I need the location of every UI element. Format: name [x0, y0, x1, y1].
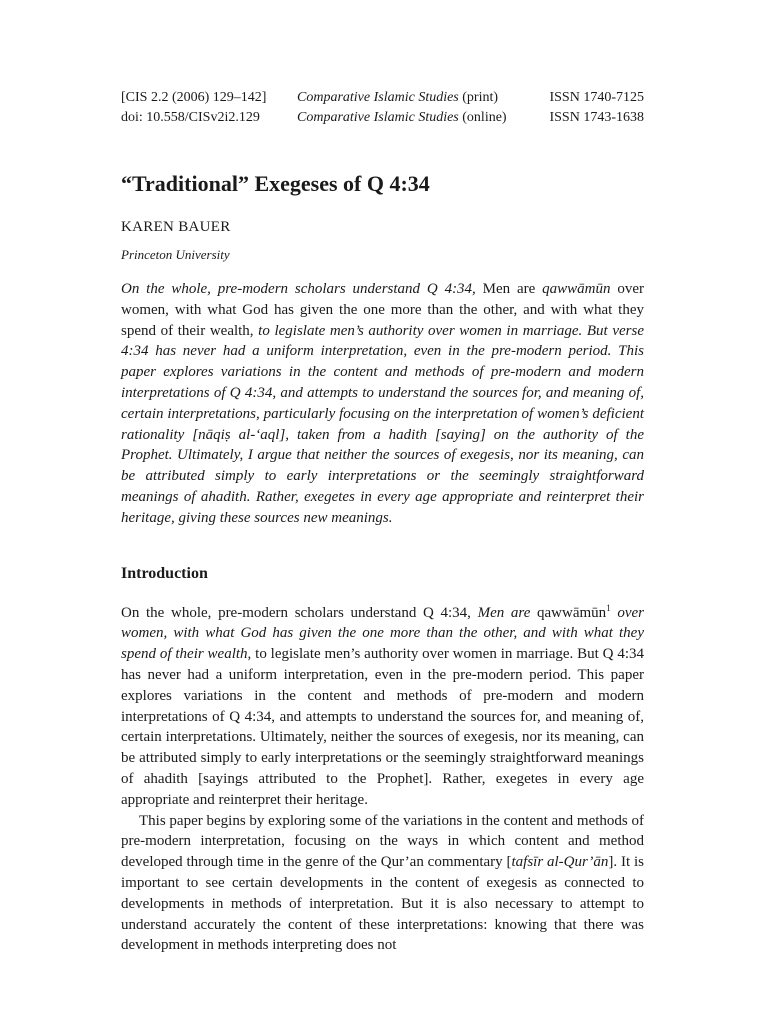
journal-edition: [297, 108, 540, 128]
term-italic: tafsīr al-Qur’ān: [511, 854, 609, 871]
author-name: KAREN BAUER: [121, 219, 231, 235]
para-text: ]. It is important to see certain developments in the content of exegesis as connected to developments in methods of interpretation. But it is also necessary to attempt to understand accurately the content of these interpretations: knowing that there was development in methods interpreting does not: [121, 854, 644, 954]
para-text: This paper begins by exploring some of the variations in the content and methods of pre-modern interpretation, focusing on the ways in which content and method developed through time in the genre of the Qur’an commentary [: [121, 812, 644, 871]
issn: ISSN 1743-1638: [549, 110, 644, 125]
paragraph: [121, 811, 644, 957]
quote-text: over women, with what God has given the one more than the other, and with what they spend of their wealth,: [121, 281, 644, 339]
issn: ISSN 1740-7125: [549, 90, 644, 105]
quote-text: Men are: [477, 604, 531, 621]
quote-term: qawwāmūn: [542, 281, 611, 297]
para-text: On the whole, pre-modern scholars understand Q 4:34,: [121, 604, 478, 621]
edition-label: (online): [462, 110, 507, 125]
quote-text: over women, with what God has given the one more than the other, and with what they spend of their wealth: [121, 604, 645, 663]
quote-term: qawwāmūn: [530, 604, 607, 621]
paragraph: [121, 603, 644, 811]
edition-label: (print): [462, 90, 499, 105]
section-heading: Introduction: [121, 564, 208, 582]
author-affiliation: Princeton University: [121, 247, 230, 262]
journal-header: [121, 88, 644, 128]
body-text: [121, 603, 644, 957]
abstract-text: to legislate men’s authority over women in marriage. But verse 4:34 has never had a uniform interpretation, even in the pre-modern period. This paper explores variations in the content and methods of pre-modern and modern interpretations of Q 4:34, and attempts to understand the sources for, and meaning of, certain interpretations, particularly focusing on the interpretation of women’s deficient rationality [nāqiṣ al-‘aql], taken from a hadith [saying] on the authority of the Prophet. Ultimately, I argue that neither the sources of exegesis, nor its meaning, can be attributed simply to early interpretations or the seemingly straightforward meanings of ahadith. Rather, exegetes in every age appropriate and reinterpret their heritage, giving these sources new meanings.: [121, 322, 644, 526]
header-row-print: [121, 88, 644, 108]
journal-name: Comparative Islamic Studies: [297, 90, 459, 105]
journal-name: Comparative Islamic Studies: [297, 110, 459, 125]
quote-text: Men are: [482, 281, 543, 297]
journal-edition: [297, 88, 540, 108]
para-text: , to legislate men’s authority over women in marriage. But Q 4:34 has never had a uniform interpretation, even in the pre-modern period. This paper explores variations in the content and methods of pre-modern and modern interpretations of Q 4:34, and attempts to understand the sources for, and meaning of, certain interpretations. Ultimately, neither the sources of exegesis, nor its meaning, can be attributed simply to early interpretations or the seemingly straightforward meanings of ahadith [sayings attributed to the Prophet]. Rather, exegetes in every age appropriate and reinterpret their heritage.: [121, 646, 644, 808]
doi: doi: 10.558/CISv2i2.129: [121, 110, 260, 125]
abstract-text: On the whole, pre-modern scholars understand Q 4:34,: [121, 281, 483, 297]
header-row-online: [121, 108, 644, 128]
paper-title: “Traditional” Exegeses of Q 4:34: [121, 171, 430, 196]
citation-ref: [CIS 2.2 (2006) 129–142]: [121, 90, 267, 105]
footnote-ref[interactable]: 1: [606, 602, 611, 613]
abstract: [121, 279, 644, 529]
paper-page: [121, 88, 644, 956]
